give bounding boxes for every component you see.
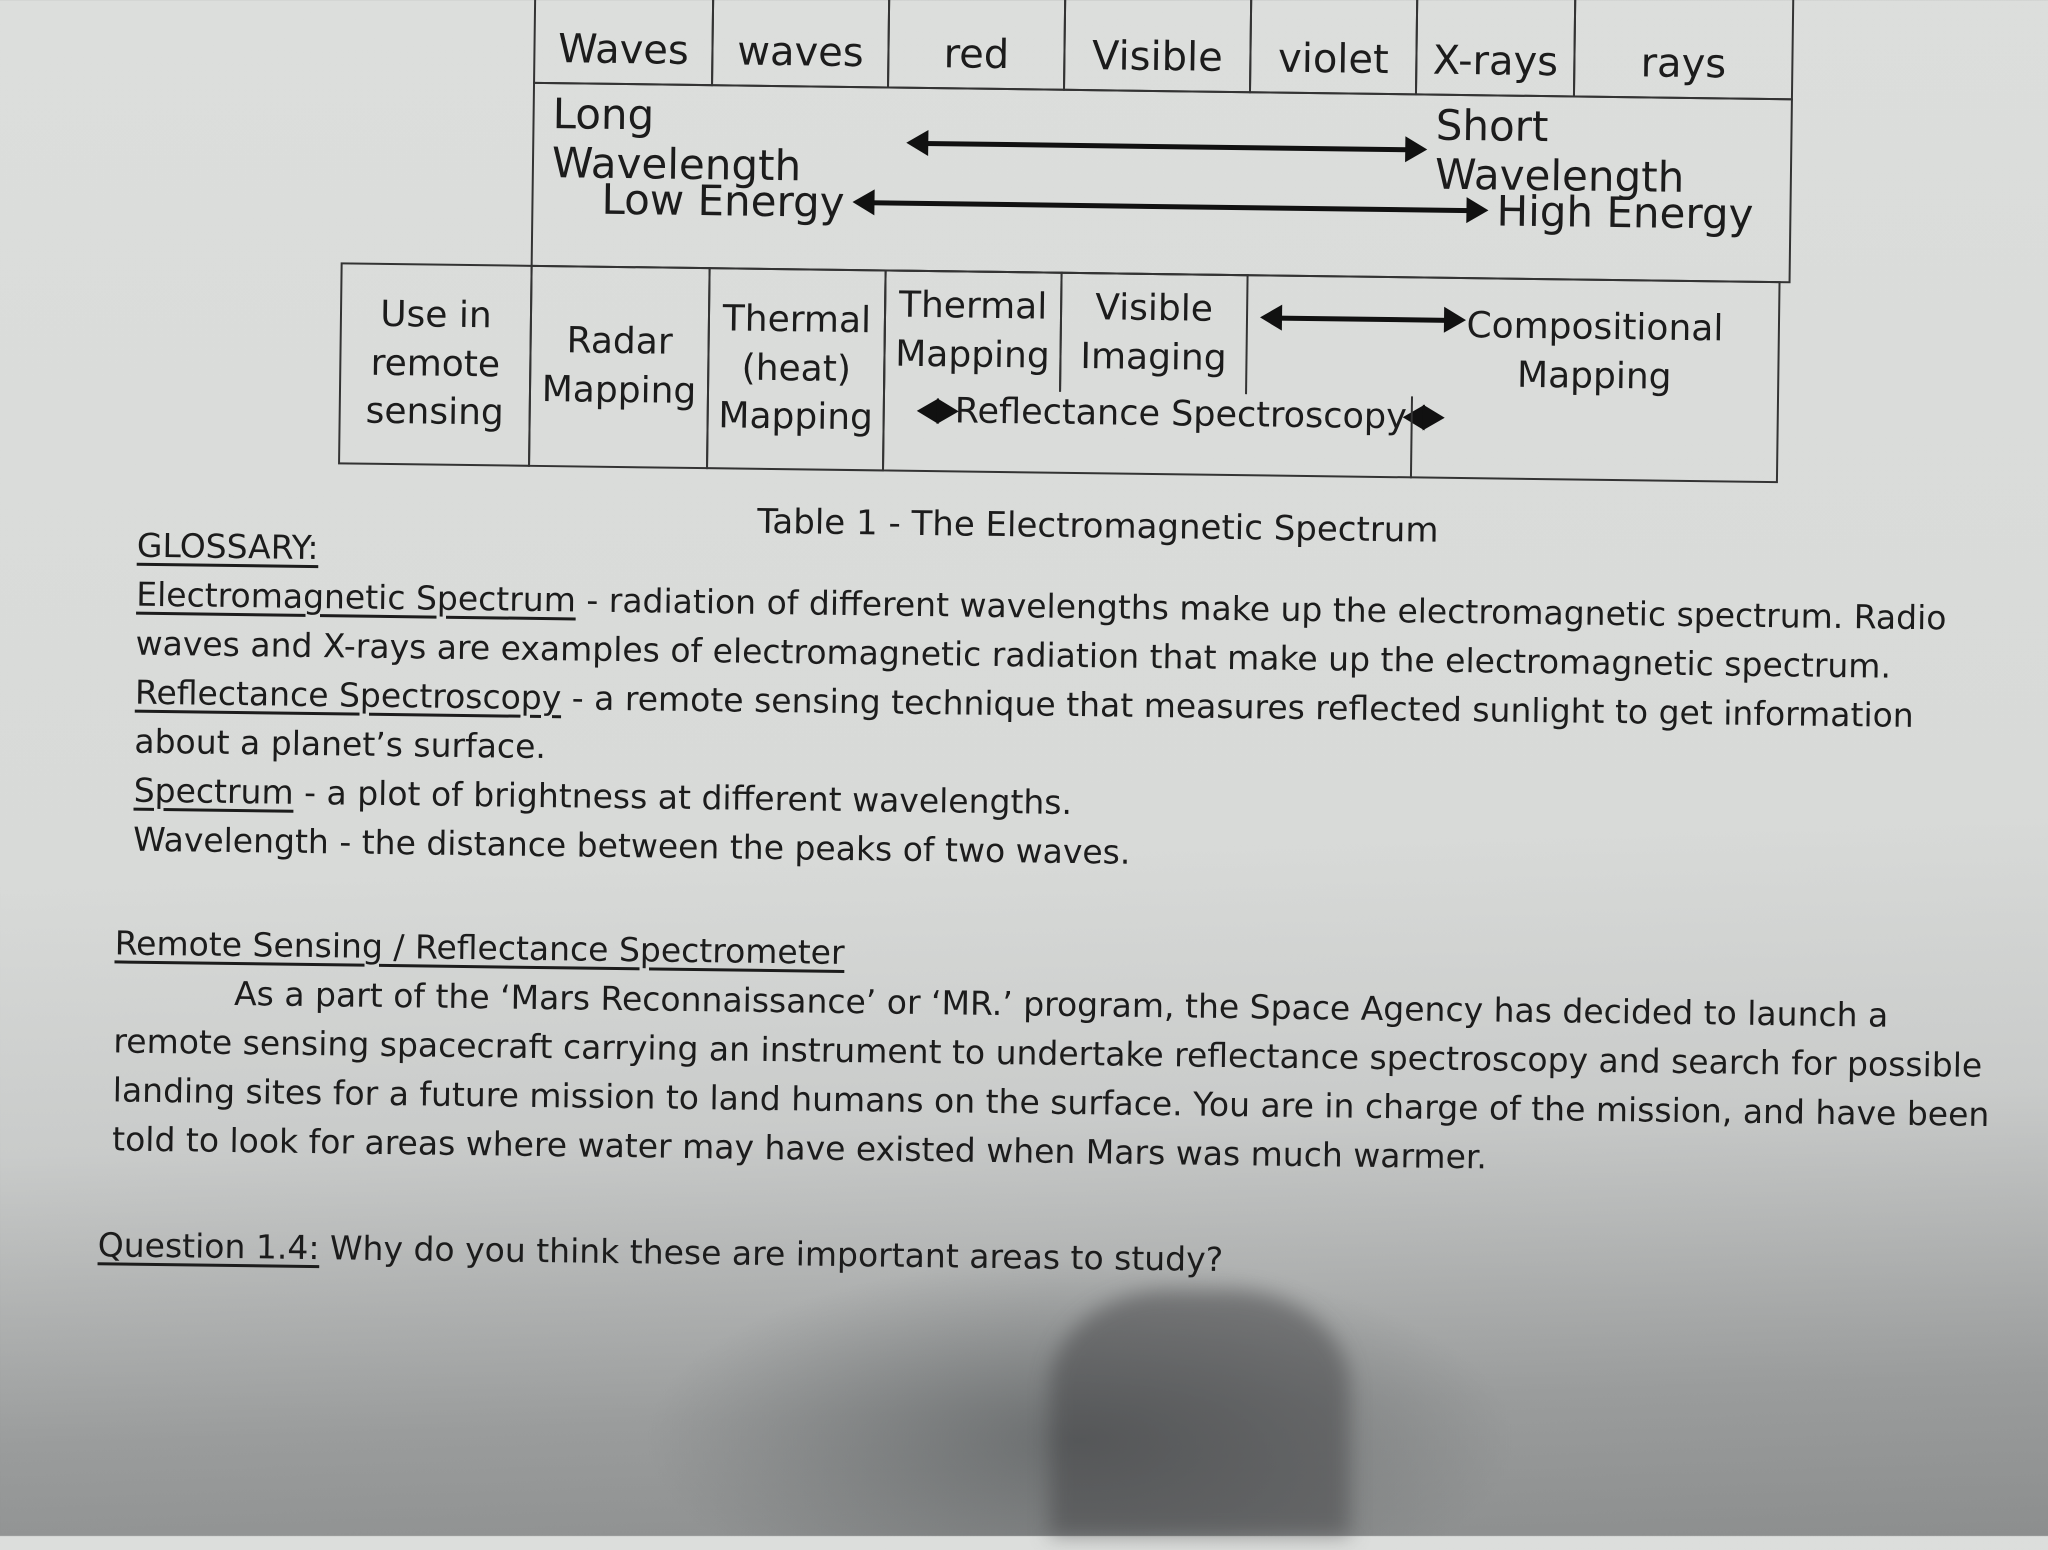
header-cell: violet [1249,0,1419,95]
remote-sensing-section [112,918,2000,1188]
double-arrow-icon [871,200,1471,213]
header-cell: Visible [1063,0,1253,93]
thermal-heat-mapping-cell: Thermal (heat) Mapping [706,267,887,471]
glossary-definition: - radiation of different wavelengths make up the electromagnetic spectrum. Radio waves and X-rays are examples of electromagnetic radiation that make up the electromagnetic spectrum. [135,580,1947,686]
header-cell: rays [1573,0,1795,100]
glossary-definition: - a plot of brightness at different wavelengths. [293,772,1073,822]
section-heading: Remote Sensing / Reflectance Spectrometer [114,923,845,972]
question-text: Why do you think these are important areas to study? [319,1228,1224,1279]
glossary-term: Spectrum [133,770,294,812]
section-paragraph: As a part of the ‘Mars Reconnaissance’ or ‘MR.’ program, the Space Agency has decided to launch a remote sensing spacecraft carrying an instrument to undertake reflectance spectroscopy and search for possible landing sites for a future mission to land humans on the surface. You are in charge of the mission, and have been told to look for areas where water may have existed when Mars was much warmer. [111,974,1990,1177]
header-cell: red [887,0,1067,91]
question-label: Question 1.4: [97,1225,320,1268]
header-cell: waves [711,0,891,88]
use-row-label: Use in remote sensing [338,262,533,466]
visible-imaging-cell: Visible Imaging [1059,272,1249,394]
glossary-definition: - a remote sensing technique that measures reflected sunlight to get information about a planet’s surface. [134,678,1915,767]
left-arrow-icon [935,409,941,414]
thermal-mapping-cell: Thermal Mapping [883,269,1063,391]
long-wavelength-label: Long Wavelength [551,89,802,191]
high-energy-label: High Energy [1496,186,1754,239]
glossary-term: Wavelength [132,819,330,862]
header-cell: Waves [533,0,715,86]
glossary-term: Electromagnetic Spectrum [136,574,577,620]
glossary-term: Reflectance Spectroscopy [134,672,562,718]
table-caption: Table 1 - The Electromagnetic Spectrum [757,501,1439,551]
em-spectrum-table [338,0,1795,485]
question [97,1220,1897,1293]
double-arrow-icon [925,140,1410,151]
reflectance-label: Reflectance Spectroscopy [954,391,1408,438]
compositional-mapping-cell: Compositional Mapping [1466,305,1724,398]
header-cell: X-rays [1415,0,1577,97]
right-arrow-icon [1421,415,1427,420]
short-wavelength-label: Short Wavelength [1434,100,1685,202]
radar-mapping-cell: Radar Mapping [528,265,711,469]
glossary-heading: GLOSSARY: [136,525,319,568]
low-energy-label: Low Energy [601,174,845,227]
reflectance-arrow [917,391,1450,438]
glossary-definition: - the distance between the peaks of two waves. [328,822,1131,872]
glossary [133,521,1997,888]
